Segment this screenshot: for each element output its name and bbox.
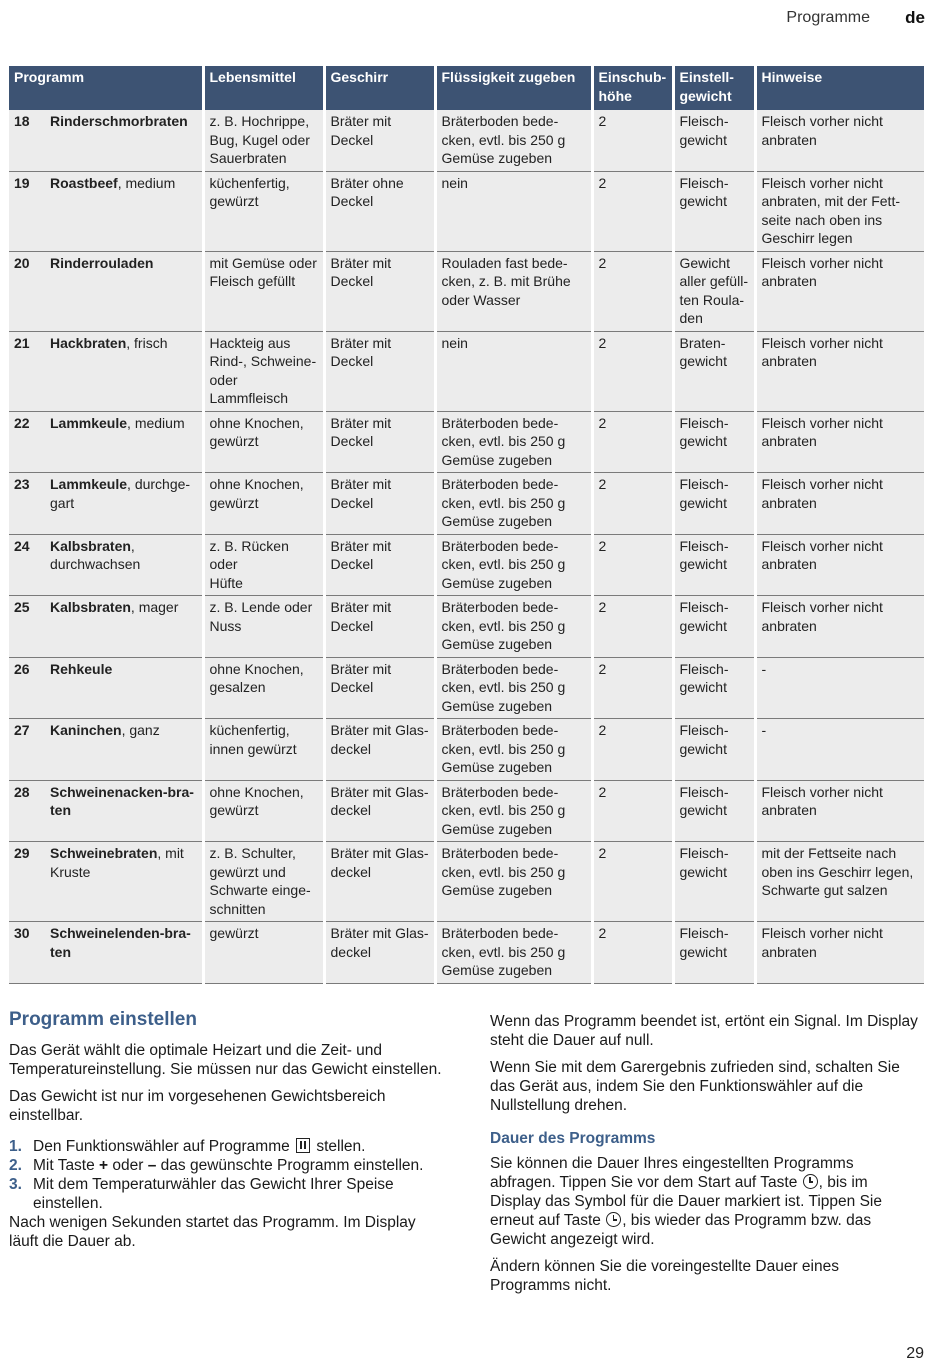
program-name-wrap bbox=[50, 254, 153, 273]
column-header: Geschirr bbox=[324, 66, 435, 110]
column-header: Hinweise bbox=[755, 66, 924, 110]
step-number: 2. bbox=[9, 1157, 22, 1174]
program-suffix: , durchge- gart bbox=[50, 476, 191, 511]
program-cell bbox=[9, 596, 203, 658]
table-row bbox=[9, 596, 924, 658]
program-name: Roastbeef bbox=[50, 174, 118, 191]
program-name-wrap bbox=[50, 660, 112, 679]
table-row bbox=[9, 473, 924, 535]
program-number: 19 bbox=[14, 174, 30, 191]
program-cell bbox=[9, 110, 203, 171]
level-cell: 2 bbox=[592, 473, 673, 535]
liquid-cell: Bräterboden bede- cken, evtl. bis 250 g Gemüse zugeben bbox=[435, 110, 592, 171]
notes-cell: Fleisch vorher nicht anbraten bbox=[755, 411, 924, 473]
table-row bbox=[9, 842, 924, 922]
liquid-cell: Bräterboden bede- cken, evtl. bis 250 g Gemüse zugeben bbox=[435, 842, 592, 922]
program-suffix: , medium bbox=[117, 174, 176, 191]
liquid-cell: Bräterboden bede- cken, evtl. bis 250 g Gemüse zugeben bbox=[435, 596, 592, 658]
food-cell: ohne Knochen, gewürzt bbox=[203, 780, 324, 842]
paragraph: Das Gerät wählt die optimale Heizart und die Zeit- und Temperatureinstellung. Sie müssen nur das Gewicht einstellen. bbox=[9, 1042, 442, 1078]
weight-cell: Fleisch- gewicht bbox=[673, 110, 755, 171]
program-icon bbox=[296, 1138, 310, 1153]
plus-key-icon: + bbox=[99, 1157, 109, 1174]
step-text: Mit Taste + oder – das gewünschte Programm einstellen. bbox=[33, 1157, 424, 1174]
program-cell bbox=[9, 251, 203, 331]
step-text: Den Funktionswähler auf Programme stellen. bbox=[33, 1138, 366, 1155]
program-number: 20 bbox=[14, 254, 30, 271]
column-header: Lebensmittel bbox=[203, 66, 324, 110]
step-item bbox=[9, 1175, 449, 1213]
weight-cell: Gewicht aller gefüll- ten Roula- den bbox=[673, 251, 755, 331]
food-cell: mit Gemüse oder Fleisch gefüllt bbox=[203, 251, 324, 331]
level-cell: 2 bbox=[592, 411, 673, 473]
program-name-wrap bbox=[50, 174, 175, 193]
program-name-wrap bbox=[50, 924, 191, 961]
program-name: Schweinebraten bbox=[50, 845, 158, 861]
paragraph: Nach wenigen Sekunden startet das Programm. Im Display läuft die Dauer ab. bbox=[9, 1214, 416, 1250]
dish-cell: Bräter mit Deckel bbox=[324, 331, 435, 411]
notes-cell: - bbox=[755, 657, 924, 719]
program-cell bbox=[9, 473, 203, 535]
program-number: 27 bbox=[14, 722, 30, 738]
program-cell bbox=[9, 657, 203, 719]
program-name-wrap bbox=[50, 783, 194, 820]
notes-cell: Fleisch vorher nicht anbraten bbox=[755, 922, 924, 984]
weight-cell: Fleisch- gewicht bbox=[673, 596, 755, 658]
program-number: 21 bbox=[14, 334, 30, 351]
table-row bbox=[9, 331, 924, 411]
food-cell: küchenfertig, gewürzt bbox=[203, 171, 324, 251]
program-cell bbox=[9, 719, 203, 781]
left-column bbox=[9, 1010, 449, 1259]
program-number: 23 bbox=[14, 476, 30, 492]
dish-cell: Bräter mit Deckel bbox=[324, 473, 435, 535]
step-text: Mit dem Temperaturwähler das Gewicht Ihrer Speise einstellen. bbox=[33, 1176, 394, 1212]
program-cell bbox=[9, 922, 203, 984]
weight-cell: Braten- gewicht bbox=[673, 331, 755, 411]
program-number: 25 bbox=[14, 599, 30, 615]
notes-cell: mit der Fettseite nach oben ins Geschirr legen, Schwarte gut salzen bbox=[755, 842, 924, 922]
program-name-wrap bbox=[50, 537, 140, 574]
program-suffix: , medium bbox=[127, 414, 185, 431]
paragraph: Ändern können Sie die voreingestellte Dauer eines Programms nicht. bbox=[490, 1258, 839, 1294]
notes-cell: Fleisch vorher nicht anbraten bbox=[755, 251, 924, 331]
liquid-cell: Bräterboden bede- cken, evtl. bis 250 g Gemüse zugeben bbox=[435, 922, 592, 984]
level-cell: 2 bbox=[592, 596, 673, 658]
program-name: Kalbsbraten bbox=[50, 599, 131, 615]
column-header: Flüssigkeit zugeben bbox=[435, 66, 592, 110]
weight-cell: Fleisch- gewicht bbox=[673, 411, 755, 473]
weight-cell: Fleisch- gewicht bbox=[673, 922, 755, 984]
level-cell: 2 bbox=[592, 251, 673, 331]
table-row bbox=[9, 780, 924, 842]
dish-cell: Bräter mit Deckel bbox=[324, 596, 435, 658]
level-cell: 2 bbox=[592, 110, 673, 171]
food-cell: ohne Knochen, gewürzt bbox=[203, 473, 324, 535]
dish-cell: Bräter mit Deckel bbox=[324, 534, 435, 596]
liquid-cell: Bräterboden bede- cken, evtl. bis 250 g Gemüse zugeben bbox=[435, 719, 592, 781]
notes-cell: Fleisch vorher nicht anbraten bbox=[755, 596, 924, 658]
table-row bbox=[9, 411, 924, 473]
food-cell: z. B. Lende oder Nuss bbox=[203, 596, 324, 658]
clock-icon bbox=[803, 1174, 818, 1189]
program-suffix: , mit Kruste bbox=[50, 845, 184, 880]
weight-cell: Fleisch- gewicht bbox=[673, 719, 755, 781]
dish-cell: Bräter mit Glas- deckel bbox=[324, 922, 435, 984]
liquid-cell: nein bbox=[435, 171, 592, 251]
program-name: Schweinenacken-bra- ten bbox=[50, 783, 194, 818]
program-cell bbox=[9, 780, 203, 842]
level-cell: 2 bbox=[592, 171, 673, 251]
program-name-wrap bbox=[50, 475, 190, 512]
program-number: 26 bbox=[14, 660, 30, 677]
level-cell: 2 bbox=[592, 534, 673, 596]
liquid-cell: Bräterboden bede- cken, evtl. bis 250 g Gemüse zugeben bbox=[435, 473, 592, 535]
right-column bbox=[490, 1012, 920, 1303]
weight-cell: Fleisch- gewicht bbox=[673, 780, 755, 842]
food-cell: z. B. Rücken oder Hüfte bbox=[203, 534, 324, 596]
program-name-wrap bbox=[50, 721, 160, 740]
program-cell bbox=[9, 411, 203, 473]
notes-cell: Fleisch vorher nicht anbraten, mit der Fett- seite nach oben ins Geschirr legen bbox=[755, 171, 924, 251]
table-row bbox=[9, 171, 924, 251]
program-cell bbox=[9, 331, 203, 411]
weight-cell: Fleisch- gewicht bbox=[673, 657, 755, 719]
program-number: 28 bbox=[14, 783, 30, 800]
program-cell bbox=[9, 842, 203, 922]
minus-key-icon: – bbox=[147, 1157, 157, 1174]
notes-cell: - bbox=[755, 719, 924, 781]
step-item bbox=[9, 1137, 449, 1156]
dish-cell: Bräter mit Deckel bbox=[324, 251, 435, 331]
column-header: Einschub- höhe bbox=[592, 66, 673, 110]
level-cell: 2 bbox=[592, 719, 673, 781]
table-row bbox=[9, 657, 924, 719]
table-header-row bbox=[9, 66, 924, 110]
table-row bbox=[9, 110, 924, 171]
step-number: 3. bbox=[9, 1176, 22, 1193]
program-number: 24 bbox=[14, 537, 30, 554]
food-cell: z. B. Hochrippe, Bug, Kugel oder Sauerbraten bbox=[203, 110, 324, 171]
liquid-cell: nein bbox=[435, 331, 592, 411]
page-number: 29 bbox=[906, 1345, 924, 1362]
program-name-wrap bbox=[50, 844, 184, 881]
food-cell: Hackteig aus Rind-, Schweine- oder Lammfleisch bbox=[203, 331, 324, 411]
level-cell: 2 bbox=[592, 780, 673, 842]
step-item bbox=[9, 1156, 449, 1175]
language-code: de bbox=[905, 8, 925, 27]
notes-cell: Fleisch vorher nicht anbraten bbox=[755, 331, 924, 411]
program-number: 22 bbox=[14, 414, 30, 431]
dish-cell: Bräter ohne Deckel bbox=[324, 171, 435, 251]
column-header: Einstell- gewicht bbox=[673, 66, 755, 110]
weight-cell: Fleisch- gewicht bbox=[673, 842, 755, 922]
food-cell: gewürzt bbox=[203, 922, 324, 984]
notes-cell: Fleisch vorher nicht anbraten bbox=[755, 473, 924, 535]
program-name: Rinderrouladen bbox=[50, 254, 154, 271]
program-name: Schweinelenden-bra- ten bbox=[50, 925, 191, 960]
liquid-cell: Bräterboden bede- cken, evtl. bis 250 g Gemüse zugeben bbox=[435, 657, 592, 719]
liquid-cell: Bräterboden bede- cken, evtl. bis 250 g Gemüse zugeben bbox=[435, 780, 592, 842]
step-number: 1. bbox=[9, 1138, 22, 1155]
paragraph: Das Gewicht ist nur im vorgesehenen Gewichtsbereich einstellbar. bbox=[9, 1088, 386, 1124]
level-cell: 2 bbox=[592, 922, 673, 984]
weight-cell: Fleisch- gewicht bbox=[673, 171, 755, 251]
liquid-cell: Rouladen fast bede- cken, z. B. mit Brühe oder Wasser bbox=[435, 251, 592, 331]
program-name-wrap bbox=[50, 414, 185, 433]
notes-cell: Fleisch vorher nicht anbraten bbox=[755, 534, 924, 596]
table-row bbox=[9, 251, 924, 331]
program-number: 30 bbox=[14, 925, 30, 941]
notes-cell: Fleisch vorher nicht anbraten bbox=[755, 780, 924, 842]
table-row bbox=[9, 719, 924, 781]
paragraph: Sie können die Dauer Ihres eingestellten Programms abfragen. Tippen Sie vor dem Start auf Taste , bis im Display das Symbol für die Dauer markiert ist. Tippen Sie erneut auf Taste , bis wieder das Programm bzw. das Gewicht angezeigt wird. bbox=[490, 1155, 882, 1248]
program-name: Rinderschmorbraten bbox=[50, 113, 188, 129]
program-name: Hackbraten bbox=[50, 334, 127, 351]
liquid-cell: Bräterboden bede- cken, evtl. bis 250 g Gemüse zugeben bbox=[435, 534, 592, 596]
dish-cell: Bräter mit Glas- deckel bbox=[324, 842, 435, 922]
dish-cell: Bräter mit Deckel bbox=[324, 110, 435, 171]
level-cell: 2 bbox=[592, 842, 673, 922]
paragraph: Wenn das Programm beendet ist, ertönt ein Signal. Im Display steht die Dauer auf null. bbox=[490, 1013, 918, 1049]
food-cell: küchenfertig, innen gewürzt bbox=[203, 719, 324, 781]
program-suffix: , frisch bbox=[126, 334, 168, 351]
program-suffix: , mager bbox=[130, 599, 179, 615]
dish-cell: Bräter mit Glas- deckel bbox=[324, 719, 435, 781]
program-number: 29 bbox=[14, 845, 30, 861]
program-suffix: , ganz bbox=[121, 722, 160, 738]
level-cell: 2 bbox=[592, 331, 673, 411]
table-row bbox=[9, 922, 924, 984]
program-suffix: , durchwachsen bbox=[50, 537, 141, 572]
dish-cell: Bräter mit Deckel bbox=[324, 411, 435, 473]
program-cell bbox=[9, 171, 203, 251]
dish-cell: Bräter mit Glas- deckel bbox=[324, 780, 435, 842]
liquid-cell: Bräterboden bede- cken, evtl. bis 250 g Gemüse zugeben bbox=[435, 411, 592, 473]
program-name-wrap bbox=[50, 112, 188, 131]
subsection-heading: Dauer des Programms bbox=[490, 1130, 656, 1147]
food-cell: z. B. Schulter, gewürzt und Schwarte einge- schnitten bbox=[203, 842, 324, 922]
program-name: Rehkeule bbox=[50, 660, 113, 677]
weight-cell: Fleisch- gewicht bbox=[673, 534, 755, 596]
program-cell bbox=[9, 534, 203, 596]
program-name: Kalbsbraten bbox=[50, 537, 131, 554]
level-cell: 2 bbox=[592, 657, 673, 719]
program-name-wrap bbox=[50, 598, 178, 617]
section-heading: Programm einstellen bbox=[9, 1009, 197, 1030]
program-name: Lammkeule bbox=[50, 476, 128, 492]
table-row bbox=[9, 534, 924, 596]
section-title: Programme bbox=[786, 9, 870, 26]
program-table bbox=[9, 66, 924, 984]
food-cell: ohne Knochen, gewürzt bbox=[203, 411, 324, 473]
weight-cell: Fleisch- gewicht bbox=[673, 473, 755, 535]
program-name: Kaninchen bbox=[50, 722, 122, 738]
clock-icon bbox=[606, 1212, 621, 1227]
food-cell: ohne Knochen, gesalzen bbox=[203, 657, 324, 719]
paragraph: Wenn Sie mit dem Garergebnis zufrieden sind, schalten Sie das Gerät aus, indem Sie den Funktionswähler auf die Nullstellung drehen. bbox=[490, 1059, 900, 1114]
steps-list bbox=[9, 1137, 449, 1213]
dish-cell: Bräter mit Deckel bbox=[324, 657, 435, 719]
program-name-wrap bbox=[50, 334, 168, 353]
program-name: Lammkeule bbox=[50, 414, 128, 431]
notes-cell: Fleisch vorher nicht anbraten bbox=[755, 110, 924, 171]
program-number: 18 bbox=[14, 113, 30, 129]
column-header: Programm bbox=[9, 66, 203, 110]
